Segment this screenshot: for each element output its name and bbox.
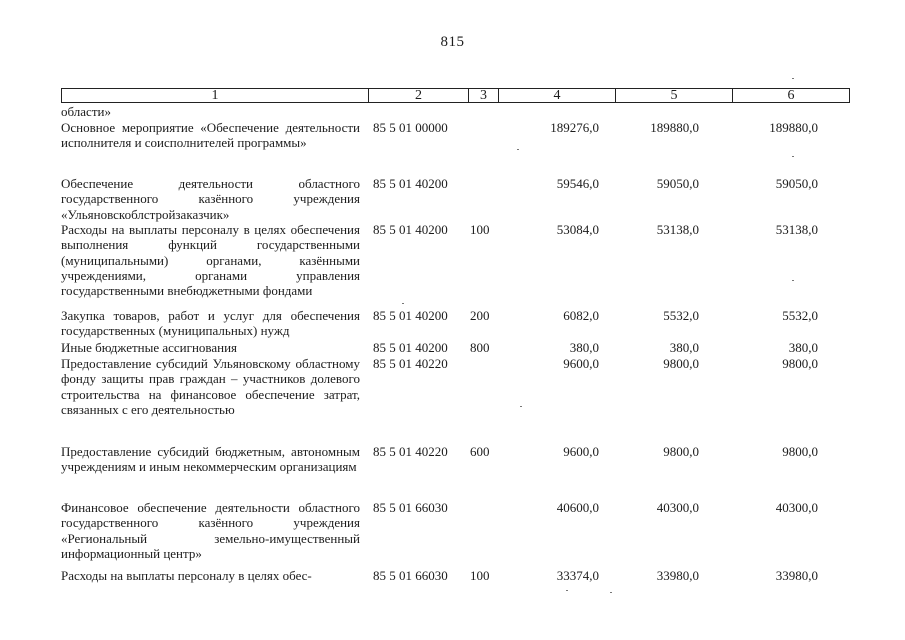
table-row xyxy=(61,222,851,308)
row-code: 85 5 01 66030 xyxy=(373,500,448,515)
row-value-col4: 6082,0 xyxy=(563,308,599,323)
page-number: 815 xyxy=(440,34,465,50)
column-header-3: 3 xyxy=(469,89,499,103)
row-value-col5: 59050,0 xyxy=(656,176,699,191)
row-name: Предоставление субсидий Ульяновскому областному фонду защиты прав граждан – участников долевого строительства на финансовое обеспечение затрат, связанных с его деятельностью xyxy=(61,356,360,417)
row-name: Обеспечение деятельности областного государственного казённого учреждения «Ульяновскоблстройзаказчик» xyxy=(61,176,360,222)
row-name: Расходы на выплаты персоналу в целях обес- xyxy=(61,568,312,583)
row-value-col5: 53138,0 xyxy=(656,222,699,237)
row-value-col6: 9800,0 xyxy=(782,444,818,459)
row-code: 85 5 01 00000 xyxy=(373,120,448,135)
column-header-5: 5 xyxy=(616,89,733,103)
row-value-col6: 59050,0 xyxy=(775,176,818,191)
scan-speck xyxy=(402,303,404,304)
table-row xyxy=(61,568,851,584)
row-value-col6: 189880,0 xyxy=(769,120,818,135)
row-value-col4: 9600,0 xyxy=(563,356,599,371)
row-expense-type: 800 xyxy=(470,340,490,355)
row-value-col5: 9800,0 xyxy=(663,356,699,371)
table-row xyxy=(61,444,851,500)
scan-speck xyxy=(517,149,519,150)
table-row xyxy=(61,120,851,176)
row-code: 85 5 01 40200 xyxy=(373,340,448,355)
row-name: Иные бюджетные ассигнования xyxy=(61,340,238,355)
row-value-col6: 9800,0 xyxy=(782,356,818,371)
table-row xyxy=(61,104,851,120)
row-code: 85 5 01 40220 xyxy=(373,356,448,371)
row-code: 85 5 01 40200 xyxy=(373,176,448,191)
row-value-col4: 33374,0 xyxy=(556,568,599,583)
row-value-col5: 5532,0 xyxy=(663,308,699,323)
scan-speck xyxy=(520,406,522,407)
row-expense-type: 100 xyxy=(470,222,490,237)
row-value-col4: 380,0 xyxy=(569,340,599,355)
table-row xyxy=(61,356,851,444)
row-value-col4: 40600,0 xyxy=(556,500,599,515)
row-code: 85 5 01 40200 xyxy=(373,308,448,323)
row-expense-type: 100 xyxy=(470,568,490,583)
row-value-col6: 40300,0 xyxy=(775,500,818,515)
row-name: Расходы на выплаты персоналу в целях обеспечения выполнения функций государственными (муниципальными) органами, казёнными учреждениями, органами управления государственными внебюджетными фондами xyxy=(61,222,360,299)
row-value-col4: 189276,0 xyxy=(550,120,599,135)
row-code: 85 5 01 40200 xyxy=(373,222,448,237)
column-header-4: 4 xyxy=(499,89,616,103)
scan-speck xyxy=(792,78,794,79)
column-header-6: 6 xyxy=(733,89,850,103)
table-row xyxy=(61,176,851,222)
row-value-col5: 189880,0 xyxy=(650,120,699,135)
row-expense-type: 200 xyxy=(470,308,490,323)
scan-speck xyxy=(792,156,794,157)
row-name: Предоставление субсидий бюджетным, автономным учреждениям и иным некоммерческим организациям xyxy=(61,444,360,475)
row-value-col4: 59546,0 xyxy=(556,176,599,191)
row-value-col4: 53084,0 xyxy=(556,222,599,237)
row-value-col6: 53138,0 xyxy=(775,222,818,237)
row-code: 85 5 01 66030 xyxy=(373,568,448,583)
table-row xyxy=(61,500,851,568)
row-value-col5: 33980,0 xyxy=(656,568,699,583)
row-value-col6: 5532,0 xyxy=(782,308,818,323)
row-value-col5: 380,0 xyxy=(669,340,699,355)
row-name: Закупка товаров, работ и услуг для обеспечения государственных (муниципальных) нужд xyxy=(61,308,360,339)
budget-table-body xyxy=(61,104,851,584)
row-value-col6: 33980,0 xyxy=(775,568,818,583)
row-name: Финансовое обеспечение деятельности областного государственного казённого учреждения «Региональный земельно-имущественный информационный центр» xyxy=(61,500,360,561)
row-expense-type: 600 xyxy=(470,444,490,459)
scan-speck xyxy=(566,590,568,591)
row-value-col5: 9800,0 xyxy=(663,444,699,459)
column-header-1: 1 xyxy=(62,89,369,103)
scan-speck xyxy=(792,280,794,281)
row-code: 85 5 01 40220 xyxy=(373,444,448,459)
row-value-col4: 9600,0 xyxy=(563,444,599,459)
row-value-col6: 380,0 xyxy=(788,340,818,355)
row-name: области» xyxy=(61,104,111,119)
row-name: Основное мероприятие «Обеспечение деятельности исполнителя и соисполнителей программы» xyxy=(61,120,360,151)
scan-speck xyxy=(610,592,612,593)
table-header xyxy=(61,88,850,103)
table-row xyxy=(61,308,851,340)
row-value-col5: 40300,0 xyxy=(656,500,699,515)
column-header-2: 2 xyxy=(369,89,469,103)
table-row xyxy=(61,340,851,356)
